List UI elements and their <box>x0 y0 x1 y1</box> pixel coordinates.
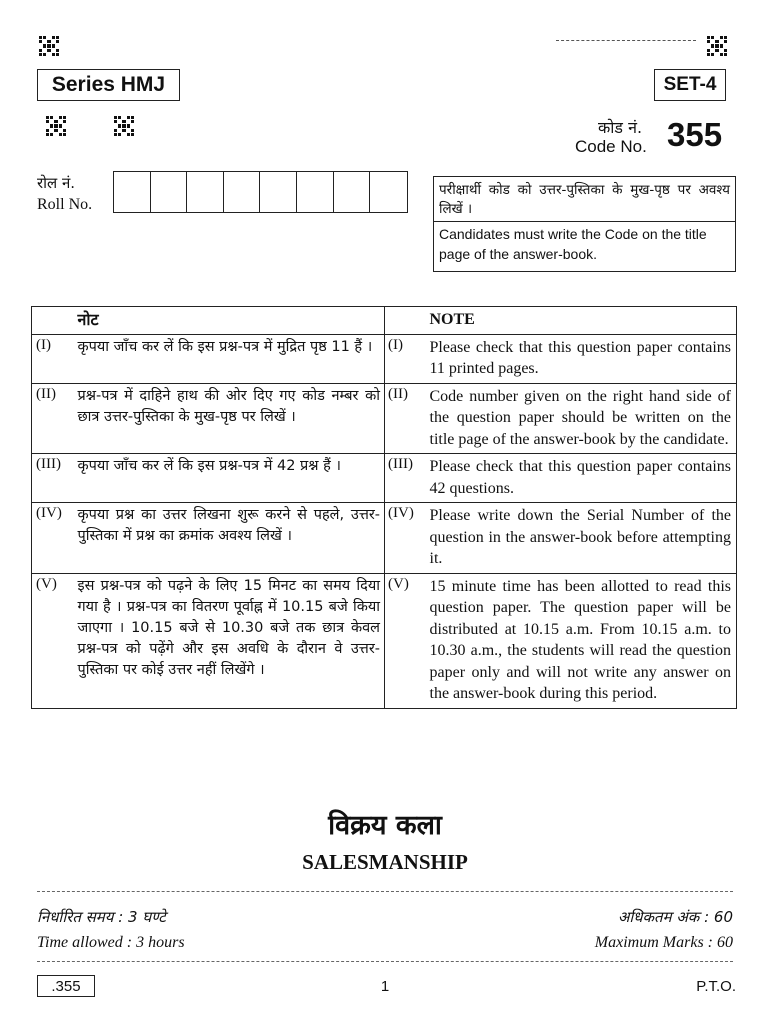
roll-number-boxes[interactable] <box>113 171 408 213</box>
candidate-instruction-english: Candidates must write the Code on the title page of the answer-book. <box>434 221 735 264</box>
roll-digit-box[interactable] <box>187 172 224 212</box>
note-number: (II) <box>32 383 72 454</box>
note-number: (II) <box>385 383 425 454</box>
note-text-hindi: कृपया जाँच कर लें कि इस प्रश्न-पत्र में 42 प्रश्न हैं । <box>72 454 385 503</box>
note-text-hindi: प्रश्न-पत्र में दाहिने हाथ की ओर दिए गए कोड नम्बर को छात्र उत्तर-पुस्तिका के मुख-पृष्ठ पर लिखें । <box>72 383 385 454</box>
divider <box>37 961 733 962</box>
footer-code: .355 <box>37 975 95 997</box>
max-marks-hindi: अधिकतम अंक : 60 <box>617 908 733 926</box>
time-allowed-hindi: निर्धारित समय : 3 घण्टे <box>37 908 166 926</box>
notes-header-english: NOTE <box>425 307 737 335</box>
subject-title-english: SALESMANSHIP <box>302 850 468 874</box>
candidate-instruction-box <box>433 176 736 272</box>
time-allowed-english: Time allowed : 3 hours <box>37 934 185 951</box>
note-number: (I) <box>385 334 425 383</box>
table-row <box>32 503 737 574</box>
note-text-english: Please check that this question paper contains 42 questions. <box>425 454 737 503</box>
note-number: (V) <box>32 573 72 708</box>
signature-line <box>556 40 696 41</box>
note-text-english: Please write down the Serial Number of the question in the answer-book before attempting it. <box>425 503 737 574</box>
table-row <box>32 383 737 454</box>
roll-digit-box[interactable] <box>224 172 261 212</box>
roll-digit-box[interactable] <box>151 172 188 212</box>
roll-digit-box[interactable] <box>370 172 407 212</box>
notes-header-row <box>32 307 737 335</box>
note-number: (IV) <box>32 503 72 574</box>
code-label-hindi: कोड नं. <box>598 118 643 137</box>
series-label: Series HMJ <box>37 69 180 101</box>
roll-digit-box[interactable] <box>260 172 297 212</box>
roll-digit-box[interactable] <box>334 172 371 212</box>
note-number: (IV) <box>385 503 425 574</box>
code-number: 355 <box>667 116 723 153</box>
note-number: (V) <box>385 573 425 708</box>
note-text-english: 15 minute time has been allotted to read this question paper. The question paper will be distributed at 10.15 a.m. From 10.15 a.m. to 10.30 a.m., the students will read the question paper only and will not write any answer on the answer-book during this period. <box>425 573 737 708</box>
note-number: (III) <box>385 454 425 503</box>
roll-digit-box[interactable] <box>114 172 151 212</box>
note-text-english: Code number given on the right hand side of the question paper should be written on the title page of the answer-book by the candidate. <box>425 383 737 454</box>
roll-digit-box[interactable] <box>297 172 334 212</box>
notes-table <box>31 306 737 709</box>
page-number: 1 <box>380 978 390 995</box>
table-row <box>32 454 737 503</box>
notes-header-hindi: नोट <box>72 307 385 335</box>
table-row <box>32 334 737 383</box>
candidate-instruction-hindi: परीक्षार्थी कोड को उत्तर-पुस्तिका के मुख-पृष्ठ पर अवश्य लिखें । <box>439 182 730 217</box>
qr-code-icon <box>114 116 134 136</box>
roll-label-hindi: रोल नं. <box>37 174 76 192</box>
subject-title-hindi: विक्रय कला <box>328 810 442 841</box>
note-number: (III) <box>32 454 72 503</box>
qr-code-icon <box>707 36 727 56</box>
table-row <box>32 573 737 708</box>
note-text-hindi: कृपया प्रश्न का उत्तर लिखना शुरू करने से पहले, उत्तर-पुस्तिका में प्रश्न का क्रमांक अवश्य लिखें । <box>72 503 385 574</box>
pto-label: P.T.O. <box>696 978 736 995</box>
note-text-hindi: कृपया जाँच कर लें कि इस प्रश्न-पत्र में मुद्रित पृष्ठ 11 हैं । <box>72 334 385 383</box>
qr-code-icon <box>39 36 59 56</box>
note-text-hindi: इस प्रश्न-पत्र को पढ़ने के लिए 15 मिनट का समय दिया गया है । प्रश्न-पत्र का वितरण पूर्वाह्न में 10.15 बजे किया जाएगा । 10.15 बजे से 10.30 बजे तक छात्र केवल प्रश्न-पत्र को पढ़ेंगे और इस अवधि के दौरान वे उत्तर-पुस्तिका पर कोई उत्तर नहीं लिखेंगे । <box>72 573 385 708</box>
set-label: SET-4 <box>654 69 726 101</box>
divider <box>37 891 733 892</box>
note-number: (I) <box>32 334 72 383</box>
qr-code-icon <box>46 116 66 136</box>
note-text-english: Please check that this question paper contains 11 printed pages. <box>425 334 737 383</box>
max-marks-english: Maximum Marks : 60 <box>594 934 733 951</box>
roll-label-english: Roll No. <box>37 196 93 213</box>
code-label-english: Code No. <box>575 137 647 156</box>
